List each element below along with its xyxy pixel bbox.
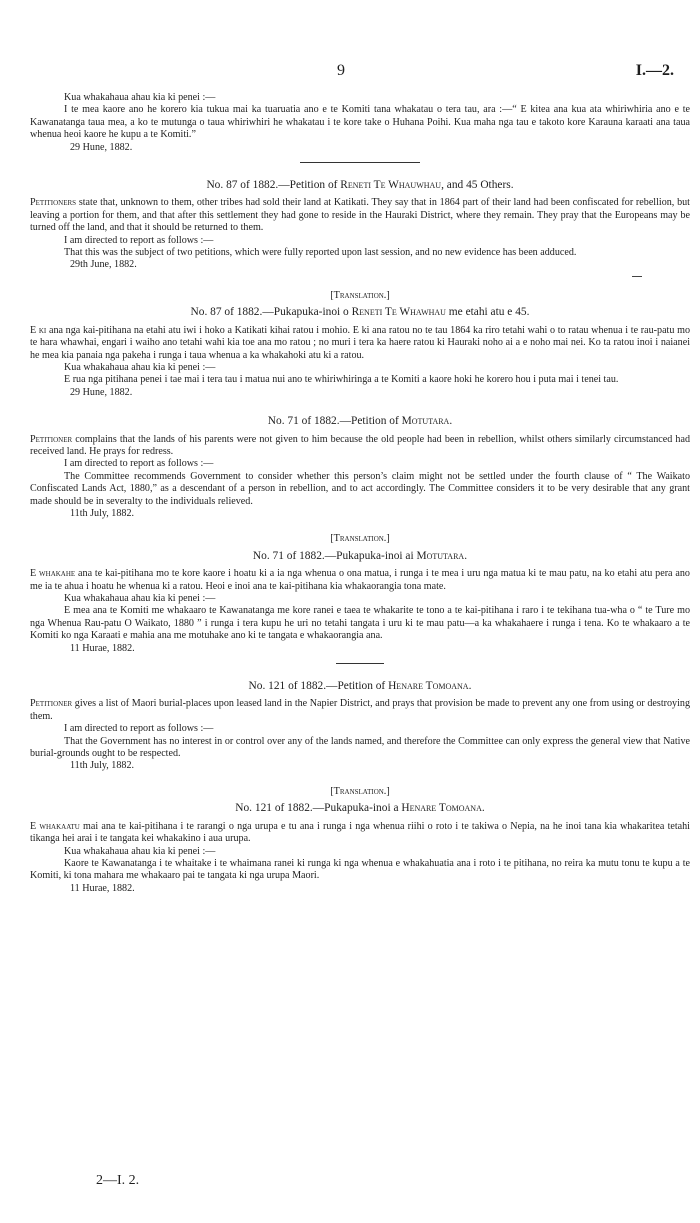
paragraph-text: state that, unknown to them, other tribes had sold their land at Katikati. They say that in 1864 part of their land had been confiscated for rebellion, but leaving a portion for them, and that after this settlement they had gone to reside in the Hauraki District, where they remain. They pray that the Europeans may be turned off the land, and that it should be returned to them. — [30, 197, 690, 234]
heading-suffix: , and 45 Others. — [441, 179, 514, 192]
paragraph — [30, 698, 690, 723]
report-date — [30, 643, 690, 655]
report-date — [30, 259, 690, 271]
paragraph — [30, 104, 690, 141]
paragraph-text: E rua nga pitihana penei i tae mai i tera tau i matua nui ano te whiriwhiringa a te Komiti a kaore hoki he korero hou i puta mai i tenei tau. — [64, 374, 619, 386]
paragraph-text: Kaore te Kawanatanga i te whaitake i te whaimana ranei ki runga ki nga whenua e whakahuatia ana i roto i te pitihana, no reira ka mutu tonu te kupu a te Komiti, ki tona mahara me whakaaro pai te tangata ki nga urupa Maori. — [30, 857, 690, 882]
paragraph — [30, 362, 690, 374]
report-date — [30, 760, 690, 772]
paragraph — [30, 723, 690, 735]
paragraph-text: The Committee recommends Government to consider whether this person’s claim might not be settled under the fourth clause of “ The Waikato Confiscated Lands Act, 1880,” as a descendant of a person in rebellion, and to act accordingly. The Committee considers it to be very desirable that any grant made should be in severalty to the individuals relieved. — [30, 470, 690, 507]
petitioner-name: Motutara — [401, 415, 450, 428]
petition-heading — [30, 415, 690, 427]
heading-prefix: No. 71 of 1882.—Petition of — [267, 415, 402, 428]
paragraph-text: Kua whakahaua ahau kia ki penei :— — [64, 593, 216, 604]
paragraph-text: 29th June, 1882. — [70, 259, 137, 271]
lead-word: Petitioners — [30, 197, 77, 209]
paragraph-text: 11 Hurae, 1882. — [70, 642, 135, 654]
translation-label: [Translation.] — [330, 289, 390, 301]
section-divider — [300, 162, 420, 163]
paragraph — [30, 197, 690, 234]
paragraph — [30, 568, 690, 593]
petition-heading — [30, 179, 690, 191]
translation-label: [Translation.] — [330, 785, 390, 797]
heading-prefix: No. 121 of 1882.—Pukapuka-inoi a — [235, 802, 402, 815]
paragraph-text: 29 Hune, 1882. — [70, 141, 133, 153]
petitioner-name: Henare Tomoana — [401, 802, 482, 815]
paragraph-text: Kua whakahaua ahau kia ki penei :— — [64, 845, 216, 857]
paragraph-text: ana nga kai-pitihana na etahi atu iwi i hoko a Katikati kihai ratou i mohio. E ki ana ratou no te tau 1864 ka riro tetahi wahi o to ratau whenua i te rau-patu mo te hara whawhai, engari i waiho ano tetahi wahi kia toe ana mo ratou ; no muri i tera ka haere ratou ki Hauraki noho ai a e noho mai nei. Ko ta ratou inoi i naianei he mea kia panaia nga pakeha i runga i taua whenua a ka whakahoki atu ki a ratou. — [30, 324, 691, 361]
heading-suffix: . — [464, 549, 468, 562]
lead-word: Petitioner — [30, 433, 73, 445]
paragraph — [30, 374, 690, 386]
translation-label-text: Translation. — [333, 533, 387, 545]
paragraph — [30, 471, 690, 508]
paragraph — [30, 593, 690, 605]
paragraph — [30, 92, 690, 104]
paragraph-text: That the Government has no interest in or control over any of the lands named, and therefore the Committee can only express the general view that Native burial-grounds ought to be respected. — [30, 735, 690, 760]
report-date — [30, 142, 690, 154]
petition-heading — [30, 550, 690, 562]
paragraph-text: complains that the lands of his parents were not given to him because the old people had been in rebellion, whilst others similarly circumstanced had received land. He prays for redress. — [30, 433, 690, 457]
petitioner-name: Henare Tomoana — [388, 680, 469, 693]
paragraph — [30, 434, 690, 459]
heading-suffix: . — [449, 415, 453, 428]
petition-heading — [30, 680, 690, 692]
heading-suffix: . — [481, 802, 485, 815]
petitioner-name: Reneti Te Whawhau — [351, 306, 446, 319]
section-divider — [336, 663, 384, 664]
petition-heading — [30, 802, 690, 814]
report-date — [30, 387, 690, 399]
paragraph-text: 11th July, 1882. — [70, 760, 135, 772]
paragraph — [30, 605, 690, 642]
paragraph-text: I te mea kaore ano he korero kia tukua mai ka tuaruatia ano e te Komiti tana whakatau o tera tau, ara :—“ E kitea ana kua ata whiriwhiria ano e te Kawanatanga taua mea, a ko te mutunga o taua whiriwhiri he whakatau i te kore take o Huhana Poihi. Kua maha nga tau e takoto kore Karauna karaati ana taua whenua heoi kaore he kupu a te Komiti.” — [30, 104, 690, 141]
paragraph-text: mai ana te kai-pitihana i te rarangi o nga urupa e tu ana i runga i nga whenua riihi o roto i te takiwa o Nepia, na he inoi tana kia whakaritea tetahi tikanga hei arai i te tangata kei whakakino i aua urupa. — [30, 820, 690, 845]
page-number: 9 — [337, 62, 345, 79]
translation-label: [Translation.] — [330, 533, 390, 545]
heading-prefix: No. 87 of 1882.—Petition of — [206, 179, 341, 192]
heading-suffix: . — [468, 680, 472, 693]
paragraph — [30, 247, 690, 259]
paragraph-text: E mea ana te Komiti me whakaaro te Kawanatanga me kore ranei e taea te whakarite te tono a te kai-pitihana i raro i te tekihana tua-wha o “ te Ture mo nga Whenua Rau-patu O Waikato, 1880 ” i runga i tera kupu he uri no tetahi tangata i uru ki te mau patu—a ka whakahaere i runga i tena. Ko te whakaaro a te Komiti ko nga Karaati e mahia ana me motuhake ano ki te tangata e whakaorangia ana. — [30, 605, 690, 642]
petitioner-name: Motutara — [416, 549, 465, 562]
petition-heading — [30, 306, 690, 318]
paragraph — [30, 325, 690, 362]
heading-suffix: me etahi atu e 45. — [445, 306, 530, 319]
petitioner-name: Reneti Te Whauwhau — [340, 179, 442, 192]
paragraph — [30, 821, 690, 846]
paragraph-text: I am directed to report as follows :— — [64, 723, 214, 735]
lead-word: E whakaatu — [30, 820, 80, 832]
heading-prefix: No. 121 of 1882.—Petition of — [248, 680, 389, 693]
translation-label-text: Translation. — [333, 785, 387, 797]
report-date — [30, 883, 690, 895]
paragraph-text: I am directed to report as follows :— — [64, 234, 214, 246]
paragraph-text: 11 Hurae, 1882. — [70, 882, 135, 894]
section-dash — [632, 276, 642, 277]
paragraph — [30, 858, 690, 883]
translation-label-text: Translation. — [333, 289, 387, 301]
document-body — [30, 92, 690, 895]
heading-prefix: No. 71 of 1882.—Pukapuka-inoi ai — [252, 549, 417, 562]
paragraph-text: ana te kai-pitihana mo te kore kaore i hoatu ki a ia nga whenua o ona matua, i runga i te mea i uru nga matua ki te mau patu, na ko etahi atu pera ano me ia te ahua i hoatu he whenua ki a ratou. Heoi e inoi ana te kai-pitihana kia whakaorangia tona mate. — [30, 568, 690, 592]
paragraph — [30, 235, 690, 247]
paragraph — [30, 736, 690, 761]
paragraph-text: Kua whakahaua ahau kia ki penei :— — [64, 361, 216, 373]
heading-prefix: No. 87 of 1882.—Pukapuka-inoi o — [190, 306, 352, 319]
paragraph-text: gives a list of Maori burial-places upon leased land in the Napier District, and prays that provision be made to prevent any one from using or destroying them. — [30, 698, 690, 722]
paragraph-text: 29 Hune, 1882. — [70, 386, 133, 398]
paragraph-text: Kua whakahaua ahau kia ki penei :— — [64, 92, 216, 103]
paragraph — [30, 458, 690, 470]
printer-signature: 2—I. 2. — [96, 1173, 140, 1188]
paragraph-text: I am directed to report as follows :— — [64, 458, 214, 470]
page-reference: I.—2. — [635, 62, 674, 79]
paragraph-text: 11th July, 1882. — [70, 507, 135, 519]
lead-word: E ki — [30, 324, 47, 336]
lead-word: E whakahe — [30, 568, 76, 580]
paragraph-text: That this was the subject of two petitions, which were fully reported upon last session, and no new evidence has been adduced. — [64, 247, 577, 259]
report-date — [30, 508, 690, 520]
paragraph — [30, 846, 690, 858]
lead-word: Petitioner — [30, 698, 73, 710]
